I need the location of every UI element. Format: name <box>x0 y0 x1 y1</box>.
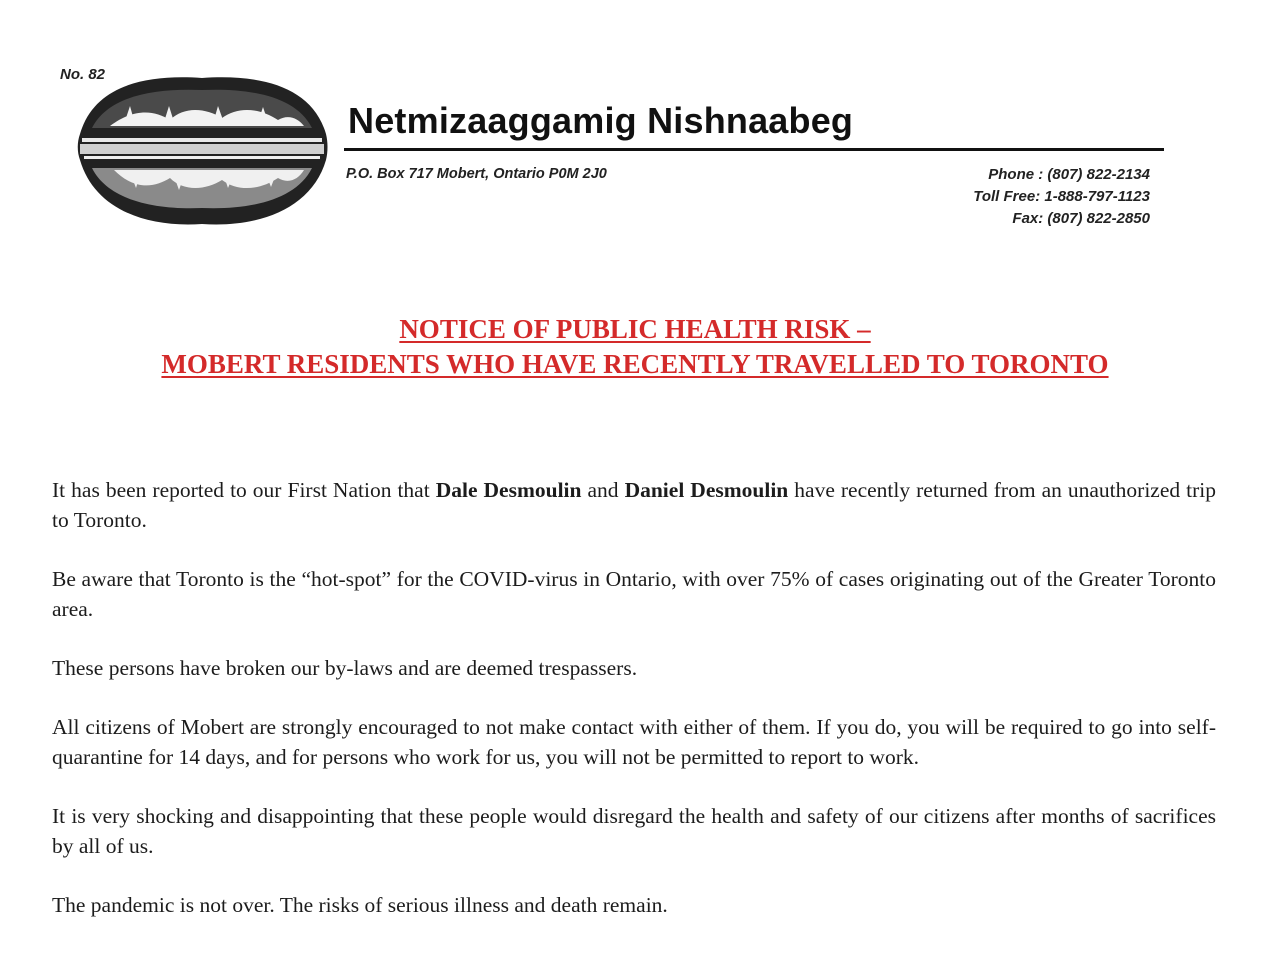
contact-block <box>973 164 1150 230</box>
notice-title <box>0 312 1270 382</box>
document-number: No. 82 <box>60 66 106 83</box>
notice-body <box>52 475 1216 949</box>
paragraph-report <box>52 475 1216 535</box>
notice-title-line-2: MOBERT RESIDENTS WHO HAVE RECENTLY TRAVELLED TO TORONTO <box>161 349 1109 379</box>
organization-name: Netmizaaggamig Nishnaabeg <box>348 100 854 141</box>
canoe-reflection-logo-icon <box>74 68 330 232</box>
fax-number: Fax: (807) 822-2850 <box>1012 210 1150 227</box>
paragraph-bylaws: These persons have broken our by-laws and are deemed trespassers. <box>52 656 638 680</box>
header-divider <box>344 148 1164 151</box>
paragraph-disappointment: It is very shocking and disappointing that these people would disregard the health and safety of our citizens after months of sacrifices by all of us. <box>52 804 1216 858</box>
person-name-1: Dale Desmoulin <box>435 478 582 502</box>
paragraph-report-text-b: and <box>581 478 625 502</box>
paragraph-pandemic: The pandemic is not over. The risks of serious illness and death remain. <box>52 893 668 917</box>
mailing-address: P.O. Box 717 Mobert, Ontario P0M 2J0 <box>346 166 607 182</box>
paragraph-hotspot: Be aware that Toronto is the “hot-spot” for the COVID-virus in Ontario, with over 75% of cases originating out of the Greater Toronto area. <box>52 567 1216 621</box>
person-name-2: Daniel Desmoulin <box>624 478 789 502</box>
paragraph-report-text-c: have recently returned from an unauthorized trip to Toronto. <box>52 478 1216 532</box>
paragraph-report-text-a: It has been reported to our First Nation that <box>52 478 436 502</box>
notice-title-line-1: NOTICE OF PUBLIC HEALTH RISK – <box>399 314 871 344</box>
toll-free-number: Toll Free: 1-888-797-1123 <box>973 188 1150 205</box>
paragraph-contact-warning: All citizens of Mobert are strongly encouraged to not make contact with either of them. If you do, you will be required to go into self-quarantine for 14 days, and for persons who work for us, you will not be permitted to report to work. <box>52 715 1216 769</box>
phone-number: Phone : (807) 822-2134 <box>988 166 1150 183</box>
